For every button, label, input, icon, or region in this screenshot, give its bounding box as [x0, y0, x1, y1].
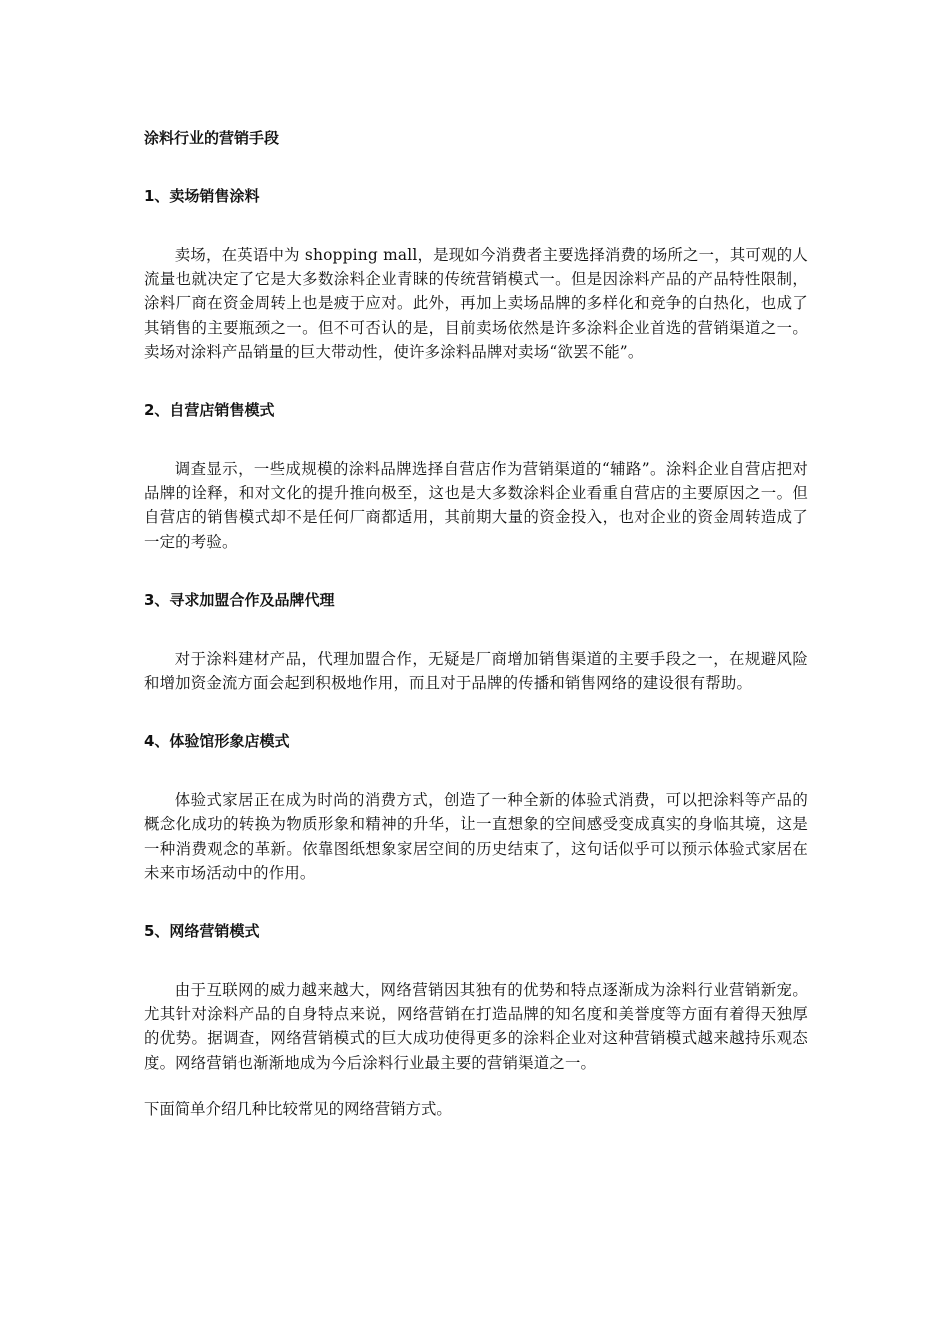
- section-paragraph-1: 卖场，在英语中为 shopping mall，是现如今消费者主要选择消费的场所之一，其可观的人流量也就决定了它是大多数涂料企业青睐的传统营销模式一。但是因涂料产品的产品特性限制，涂料厂商在资金周转上也是疲于应对。此外，再加上卖场品牌的多样化和竞争的白热化，也成了其销售的主要瓶颈之一。但不可否认的是，目前卖场依然是许多涂料企业首选的营销渠道之一。卖场对涂料产品销量的巨大带动性，使许多涂料品牌对卖场“欲罢不能”。: [144, 246, 808, 361]
- section-paragraph-4: 体验式家居正在成为时尚的消费方式，创造了一种全新的体验式消费，可以把涂料等产品的概念化成功的转换为物质形象和精神的升华，让一直想象的空间感受变成真实的身临其境，这是一种消费观念的革新。依靠图纸想象家居空间的历史结束了，这句话似乎可以预示体验式家居在未来市场活动中的作用。: [144, 791, 808, 882]
- section-paragraph-2: 调查显示，一些成规模的涂料品牌选择自营店作为营销渠道的“辅路”。涂料企业自营店把对品牌的诠释，和对文化的提升推向极至，这也是大多数涂料企业看重自营店的主要原因之一。但自营店的销售模式却不是任何厂商都适用，其前期大量的资金投入，也对企业的资金周转造成了一定的考验。: [144, 460, 808, 551]
- closing-line: 下面简单介绍几种比较常见的网络营销方式。: [144, 1099, 452, 1118]
- section-heading-3: 3、寻求加盟合作及品牌代理: [144, 590, 335, 609]
- section-heading-5: 5、网络营销模式: [144, 922, 260, 941]
- document-title: 涂料行业的营销手段: [144, 129, 280, 147]
- section-heading-2: 2、自营店销售模式: [144, 401, 275, 420]
- section-paragraph-3: 对于涂料建材产品，代理加盟合作，无疑是厂商增加销售渠道的主要手段之一，在规避风险和增加资金流方面会起到积极地作用，而且对于品牌的传播和销售网络的建设很有帮助。: [144, 649, 808, 693]
- section-heading-1: 1、卖场销售涂料: [144, 187, 260, 205]
- document-page: [144, 120, 808, 1121]
- section-heading-4: 4、体验馆形象店模式: [144, 732, 290, 751]
- section-paragraph-5: 由于互联网的威力越来越大，网络营销因其独有的优势和特点逐渐成为涂料行业营销新宠。尤其针对涂料产品的自身特点来说，网络营销在打造品牌的知名度和美誉度等方面有着得天独厚的优势。据调查，网络营销模式的巨大成功使得更多的涂料企业对这种营销模式越来越持乐观态度。网络营销也渐渐地成为今后涂料行业最主要的营销渠道之一。: [144, 981, 808, 1072]
